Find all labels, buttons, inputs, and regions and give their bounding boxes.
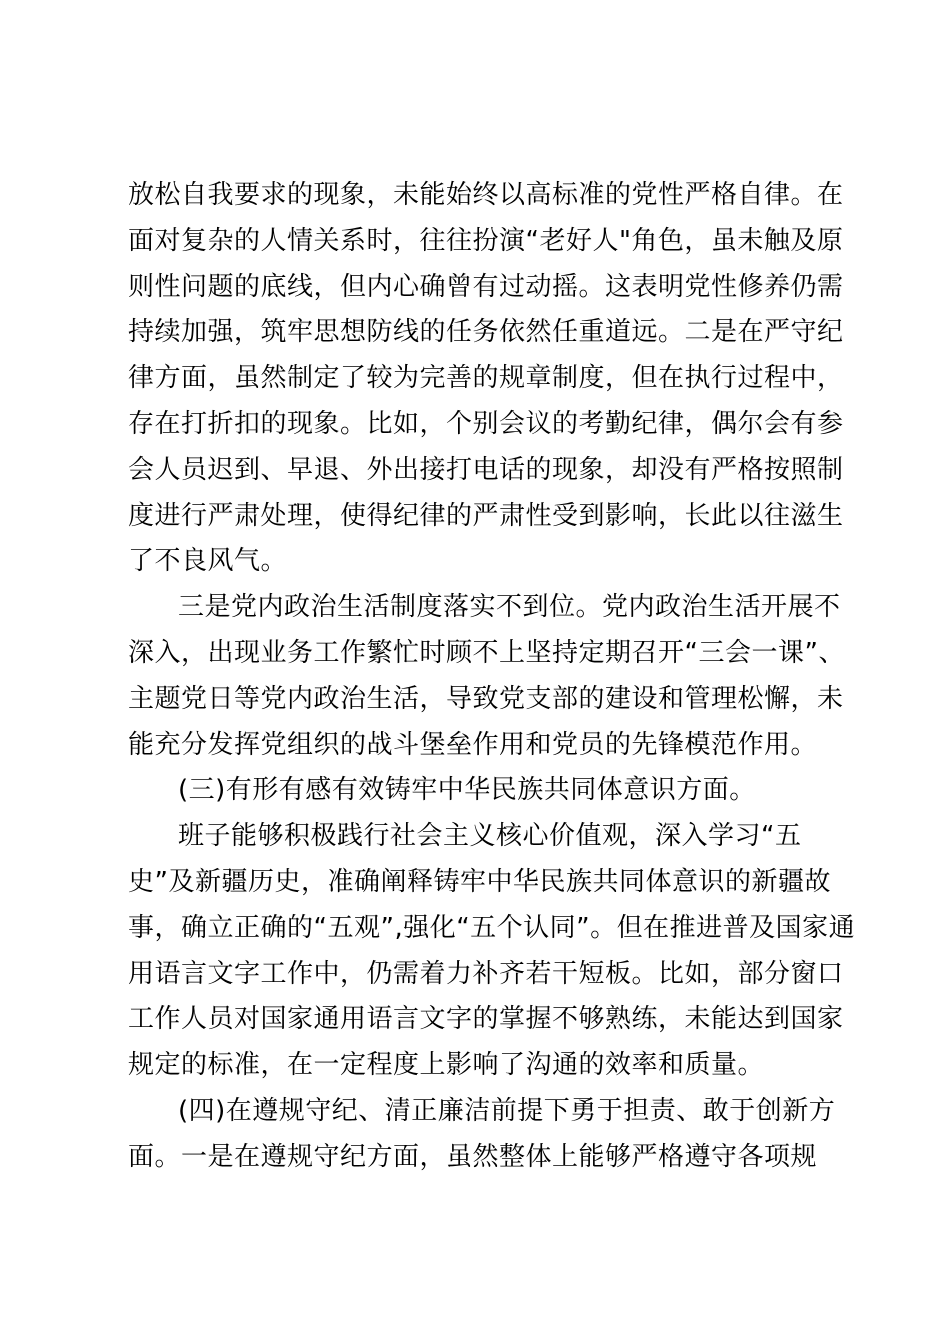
text-line: 持续加强，筑牢思想防线的任务依然任重道远。二是在严守纪 <box>128 317 844 348</box>
text-line: 史”及新疆历史，准确阐释铸牢中华民族共同体意识的新疆故 <box>128 867 831 897</box>
text-line: 事，确立正确的“五观”,强化“五个认同”。但在推进普及国家通 <box>128 912 856 943</box>
text-line: 规定的标准，在一定程度上影响了沟通的效率和质量。 <box>128 1050 765 1081</box>
text-line: 则性问题的底线，但内心确曾有过动摇。这表明党性修养仍需 <box>128 271 844 302</box>
text-line: 存在打折扣的现象。比如，个别会议的考勤纪律，偶尔会有参 <box>128 409 844 439</box>
paragraph-start-line: 班子能够积极践行社会主义核心价值观，深入学习“五 <box>178 821 802 852</box>
text-line: 度进行严肃处理，使得纪律的严肃性受到影响，长此以往滋生 <box>128 500 844 531</box>
section-heading: (三)有形有感有效铸牢中华民族共同体意识方面。 <box>178 775 756 806</box>
text-line: 了不良风气。 <box>128 546 288 577</box>
text-line: 主题党日等党内政治生活，导致党支部的建设和管理松懈，未 <box>128 683 844 714</box>
text-line: 律方面，虽然制定了较为完善的规章制度，但在执行过程中， <box>128 363 844 394</box>
text-line: 用语言文字工作中，仍需着力补齐若干短板。比如，部分窗口 <box>128 958 844 989</box>
section-heading: (四)在遵规守纪、清正廉洁前提下勇于担责、敢于创新方 <box>178 1096 836 1126</box>
text-line: 面。一是在遵规守纪方面，虽然整体上能够严格遵守各项规 <box>128 1141 818 1172</box>
text-line: 能充分发挥党组织的战斗堡垒作用和党员的先锋模范作用。 <box>128 729 818 760</box>
paragraph-start-line: 三是党内政治生活制度落实不到位。党内政治生活开展不 <box>178 592 841 623</box>
text-line: 放松自我要求的现象，未能始终以高标准的党性严格自律。在 <box>128 180 844 210</box>
text-line: 会人员迟到、早退、外出接打电话的现象，却没有严格按照制 <box>128 454 844 485</box>
text-line: 面对复杂的人情关系时，往往扮演“老好人"角色，虽未触及原 <box>128 225 844 256</box>
text-line: 深入，出现业务工作繁忙时顾不上坚持定期召开“三会一课”、 <box>128 638 845 668</box>
text-line: 工作人员对国家通用语言文字的掌握不够熟练，未能达到国家 <box>128 1004 844 1035</box>
